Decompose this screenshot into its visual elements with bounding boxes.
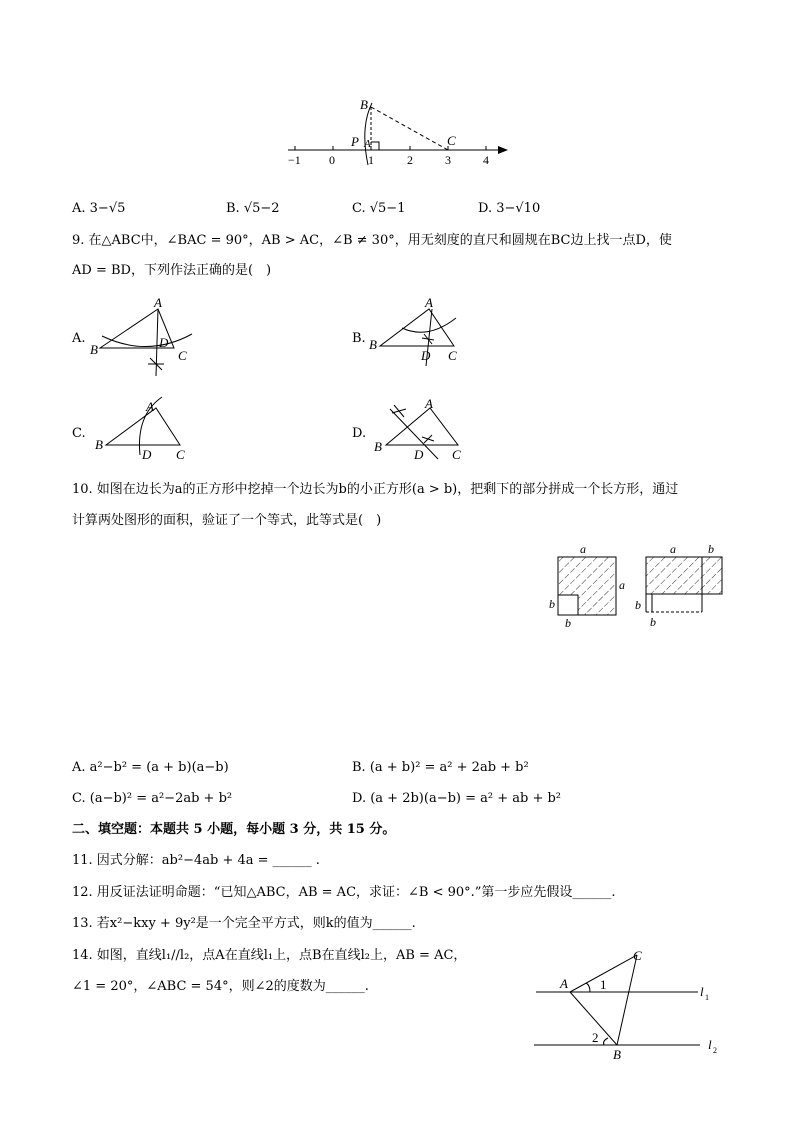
q10-option-b[interactable]: B. (a + b)² = a² + 2ab + b² (352, 760, 529, 775)
q10-stem-line1: 10. 如图在边长为a的正方形中挖掉一个边长为b的小正方形(a > b)，把剩下的部分拼成一个长方形，通过 (72, 482, 679, 497)
q13-text: 13. 若x²−kxy + 9y²是一个完全平方式，则k的值为______. (72, 916, 416, 931)
q8-option-a[interactable]: A. 3−√5 (72, 201, 126, 216)
angle-label-1: 1 (600, 977, 607, 992)
label-b: b (650, 615, 656, 629)
line-label-l2: l (708, 1037, 712, 1052)
point-label-p: P (351, 134, 359, 149)
angle-label-2: 2 (592, 1030, 599, 1045)
q10-option-c[interactable]: C. (a−b)² = a²−2ab + b² (72, 791, 233, 806)
q10-square-rectangle-figure (544, 542, 734, 632)
label-b: B (95, 437, 103, 452)
q9-option-d-figure (370, 393, 480, 465)
label-c: C (178, 348, 187, 363)
q8-option-d[interactable]: D. 3−√10 (478, 201, 541, 216)
tick-label: 1 (368, 153, 374, 167)
section-2-heading: 二、填空题：本题共 5 小题，每小题 3 分，共 15 分。 (72, 822, 396, 837)
q9-option-b-letter[interactable]: B. (352, 331, 366, 346)
label-a: A (146, 399, 154, 414)
q9-stem-line1: 9. 在△ABC中，∠BAC = 90°，AB > AC，∠B ≠ 30°，用无刻度的直尺和圆规在BC边上找一点D，使 (72, 233, 672, 248)
point-label-c: C (447, 133, 456, 148)
tick-label: −1 (288, 153, 301, 167)
label-b: b (565, 616, 571, 630)
label-b: B (369, 337, 377, 352)
q9-option-c-figure (92, 393, 202, 465)
label-d: D (414, 447, 424, 462)
label-b: b (708, 542, 714, 556)
tick-label: 0 (329, 153, 335, 167)
label-c: C (176, 447, 185, 462)
line-label-l2-subscript: 2 (713, 1046, 717, 1055)
label-b: B (613, 1047, 621, 1062)
q9-option-b-figure (366, 296, 476, 368)
label-a: A (154, 296, 162, 310)
tick-label: 3 (445, 153, 451, 167)
label-b: b (635, 598, 641, 612)
q9-option-c-letter[interactable]: C. (72, 426, 86, 441)
q8-number-line-figure (280, 95, 520, 170)
q9-option-a-letter[interactable]: A. (72, 331, 86, 346)
q12-text: 12. 用反证法证明命题：“已知△ABC，AB = AC，求证：∠B < 90°.”第一步应先假设______. (72, 885, 616, 900)
label-d: D (142, 447, 152, 462)
label-a: a (670, 542, 676, 556)
q14-parallel-lines-figure (530, 945, 730, 1063)
label-a: a (580, 542, 586, 556)
q9-stem-line2: AD = BD，下列作法正确的是( ) (72, 263, 272, 278)
point-label-b: B (360, 97, 368, 112)
label-a: A (425, 396, 433, 411)
line-label-l1: l (700, 984, 704, 999)
tick-label: 2 (407, 153, 413, 167)
q8-option-b[interactable]: B. √5−2 (226, 201, 280, 216)
label-a: a (619, 578, 625, 592)
q9-option-d-letter[interactable]: D. (352, 426, 367, 441)
label-a: A (560, 976, 568, 991)
q8-option-c[interactable]: C. √5−1 (352, 201, 406, 216)
q10-option-d[interactable]: D. (a + 2b)(a−b) = a² + ab + b² (352, 791, 562, 806)
label-d: D (421, 348, 431, 363)
line-label-l1-subscript: 1 (705, 993, 709, 1002)
label-d: D (159, 335, 169, 350)
label-b: B (90, 342, 98, 357)
q14-stem-line1: 14. 如图，直线l₁//l₂，点A在直线l₁上，点B在直线l₂上，AB = AC， (72, 948, 467, 963)
q10-stem-line2: 计算两处图形的面积，验证了一个等式，此等式是( ) (72, 513, 382, 528)
q9-option-a-figure (88, 296, 203, 378)
label-c: C (452, 447, 461, 462)
q10-option-a[interactable]: A. a²−b² = (a + b)(a−b) (72, 760, 229, 775)
label-c: C (448, 348, 457, 363)
label-b: b (549, 597, 555, 611)
q14-stem-line2: ∠1 = 20°，∠ABC = 54°，则∠2的度数为______. (72, 979, 369, 994)
tick-label: 4 (483, 153, 489, 167)
label-a: A (425, 296, 433, 310)
point-label-a: A (364, 138, 371, 150)
label-b: B (374, 439, 382, 454)
q11-text: 11. 因式分解：ab²−4ab + 4a = ______ . (72, 853, 320, 868)
label-c: C (633, 948, 642, 963)
